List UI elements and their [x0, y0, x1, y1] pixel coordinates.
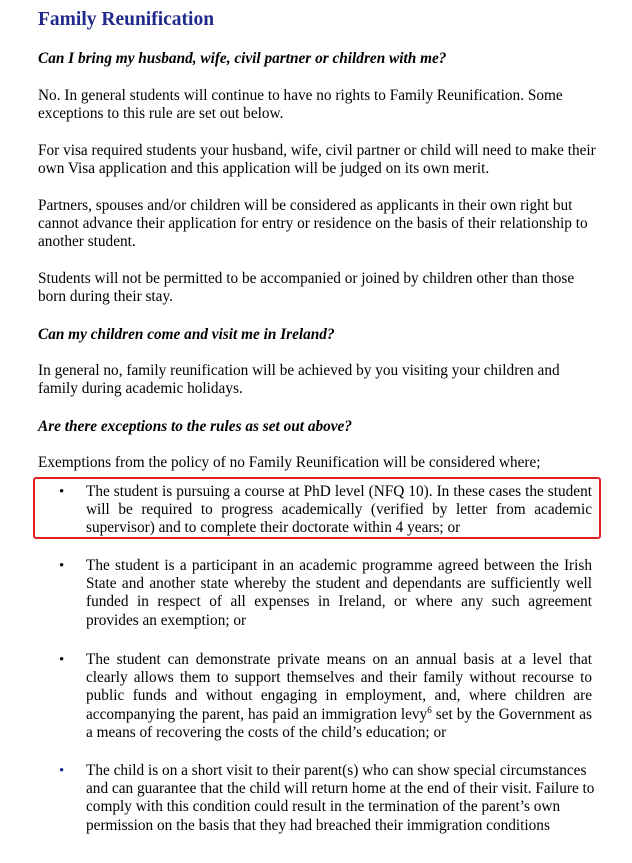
bullet-icon: • — [59, 558, 65, 574]
question-bring-family: Can I bring my husband, wife, civil partner or children with me? — [38, 50, 447, 67]
list-item-private-means-tail: set by the Government as a means of recovering the costs of the child’s education; or — [86, 705, 592, 741]
list-item-short-visit: The child is on a short visit to their parent(s) who can show special circumstances and can guarantee that the child will return home at the end of their visit. Failure to comply with this condition could result in the termination of the parent’s own permission on the basis that they had breached their immigration conditions — [86, 762, 595, 834]
bullet-icon: • — [59, 763, 65, 779]
list-item-private-means — [86, 651, 592, 742]
paragraph-exemptions-intro: Exemptions from the policy of no Family Reunification will be considered where; — [38, 454, 541, 471]
paragraph-partners-spouses: Partners, spouses and/or children will be considered as applicants in their own right but cannot advance their application for entry or residence on the basis of their relationship to another student. — [38, 197, 588, 251]
page-title: Family Reunification — [38, 9, 215, 30]
footnote-marker: 6 — [427, 704, 432, 715]
bullet-icon: • — [59, 652, 65, 668]
paragraph-children-born: Students will not be permitted to be accompanied or joined by children other than those born during their stay. — [38, 270, 575, 306]
list-item-academic-programme: The student is a participant in an academic programme agreed between the Irish State and another state whereby the student and dependants are sufficiently well funded in respect of all expenses in Ireland, or where any such agreement provides an exemption; or — [86, 557, 592, 629]
question-children-visit: Can my children come and visit me in Ireland? — [38, 326, 335, 343]
paragraph-academic-holidays: In general no, family reunification will be achieved by you visiting your children and family during academic holidays. — [38, 362, 560, 398]
question-exceptions: Are there exceptions to the rules as set out above? — [38, 418, 352, 435]
list-item-private-means-text: The student can demonstrate private means on an annual basis at a level that clearly allows them to support themselves and their family without recourse to public funds and without engaging in employment, and, where children are accompanying the parent, has paid an immigration levy — [86, 651, 592, 723]
paragraph-visa-required: For visa required students your husband, wife, civil partner or child will need to make their own Visa application and this application will be judged on its own merit. — [38, 142, 596, 178]
bullet-icon: • — [59, 484, 65, 500]
paragraph-no-rights: No. In general students will continue to have no rights to Family Reunification. Some exceptions to this rule are set out below. — [38, 87, 563, 123]
list-item-phd: The student is pursuing a course at PhD level (NFQ 10). In these cases the student will be required to progress academically (verified by letter from academic supervisor) and to complete their doctorate within 4 years; or — [86, 483, 592, 537]
